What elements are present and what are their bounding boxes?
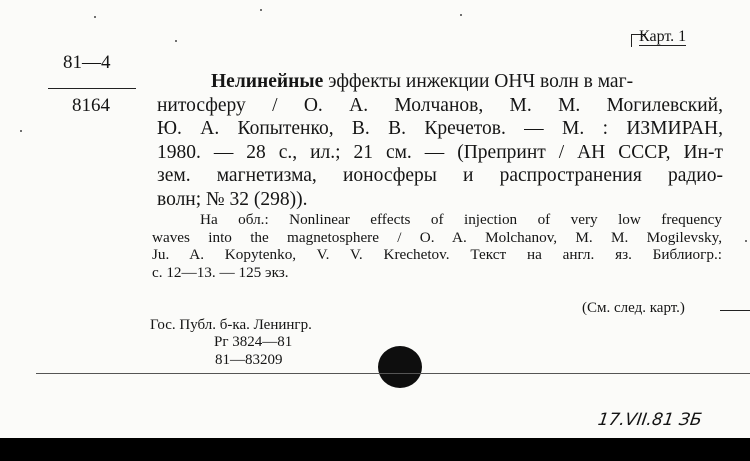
annotation-note: [152, 211, 722, 281]
library-code: Рг 3824—81: [214, 334, 293, 350]
card-number-text: Карт. 1: [639, 28, 687, 45]
punch-hole: [378, 346, 422, 388]
scan-border: [0, 438, 750, 461]
entry-line-5: зем. магнетизма, ионосферы и распространения радио-: [157, 165, 723, 187]
card-number-label: [639, 28, 686, 46]
entry-title-rest: эффекты инжекции ОНЧ волн в маг-: [323, 71, 634, 92]
entry-line-4: 1980. — 28 с., ил.; 21 см. — (Препринт / АН СССР, Ин-т: [157, 141, 723, 163]
accession-number: 8164: [72, 95, 110, 116]
handwritten-date: 17.VII.81 ЗБ: [596, 410, 704, 430]
speck: [20, 130, 22, 132]
note-line-3: Ju. A. Kopytenko, V. V. Krechetov. Текст на англ. яз. Библиогр.:: [152, 246, 722, 264]
library-record-number: 81—83209: [215, 352, 283, 368]
entry-line-6: волн; № 32 (298)).: [157, 188, 308, 210]
speck: [175, 40, 177, 42]
see-next-rule: [720, 310, 750, 311]
entry-line-3: Ю. А. Копытенко, В. В. Кречетов. — М. : ИЗМИРАН,: [157, 118, 723, 140]
entry-line-1: [157, 70, 723, 94]
speck: [745, 240, 747, 242]
call-number: 81—4: [63, 52, 111, 73]
call-number-divider: [48, 88, 136, 89]
see-next-card: (См. след. карт.): [582, 300, 685, 316]
entry-title-word: Нелинейные: [211, 71, 324, 92]
note-line-4: с. 12—13. — 125 экз.: [152, 263, 289, 281]
bottom-rule: [36, 373, 750, 374]
bibliographic-entry: [157, 70, 723, 212]
speck: [94, 16, 96, 18]
speck: [260, 9, 262, 11]
entry-line-2: нитосферу / О. А. Молчанов, М. М. Могилевский,: [157, 94, 723, 116]
note-line-1: На обл.: Nonlinear effects of injection of very low frequency: [200, 211, 722, 228]
library-name: Гос. Публ. б-ка. Ленингр.: [150, 317, 312, 333]
speck: [460, 14, 462, 16]
note-line-2: waves into the magnetosphere / O. A. Molchanov, M. M. Mogilevsky,: [152, 228, 722, 246]
